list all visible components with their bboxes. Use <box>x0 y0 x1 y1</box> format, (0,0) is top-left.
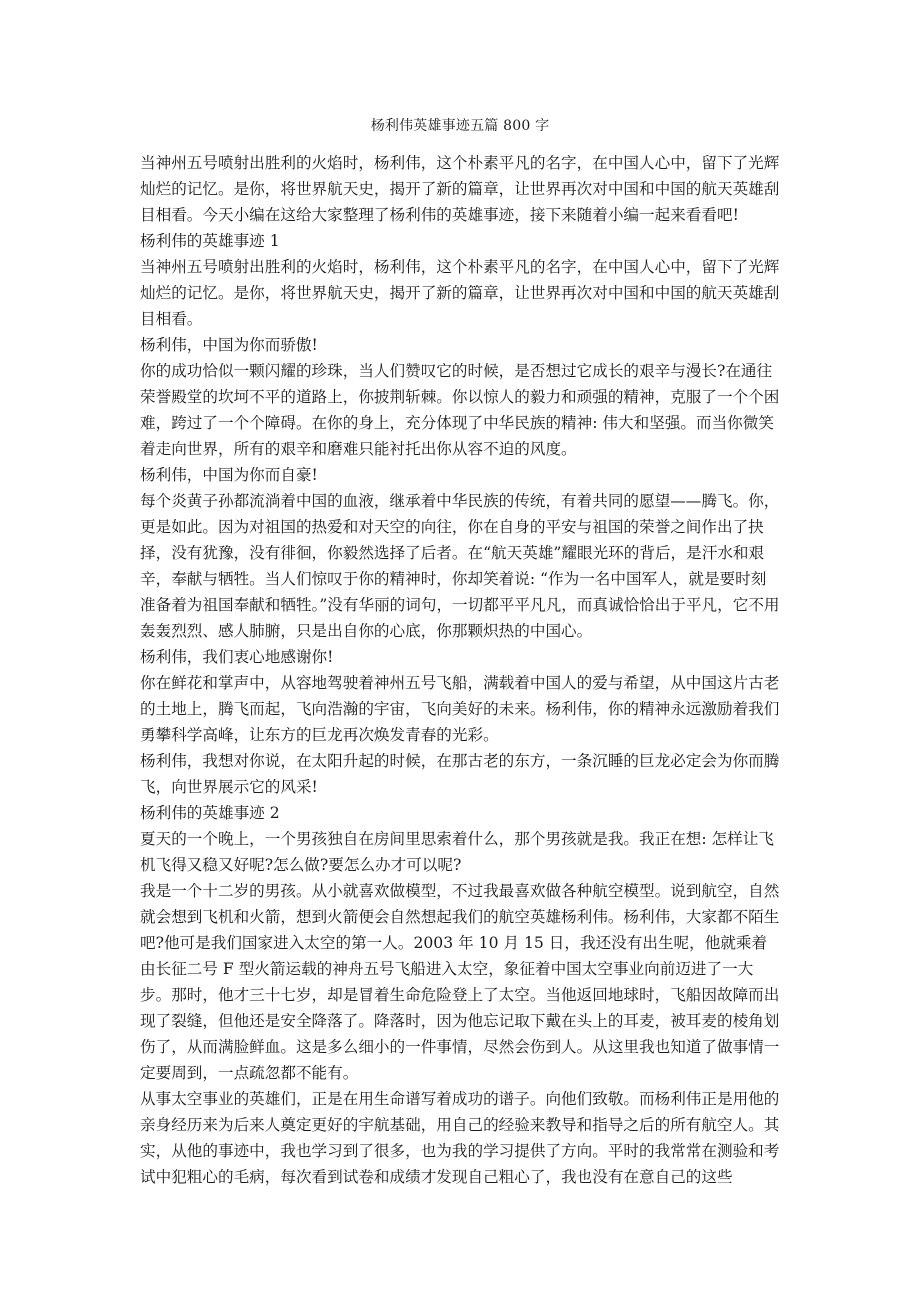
paragraph: 夏天的一个晚上，一个男孩独自在房间里思索着什么，那个男孩就是我。我正在想: 怎样让飞机飞得又稳又好呢?怎么做?要怎么办才可以呢? <box>140 830 774 874</box>
paragraph: 从事太空事业的英雄们，正是在用生命谱写着成功的谱子。向他们致敬。而杨利伟正是用他的亲身经历来为后来人奠定更好的宇航基础，用自己的经验来教导和指导之后的所有航空人。其实，从他的事迹中，我也学习到了很多，也为我的学习提供了方向。平时的我常常在测验和考试中犯粗心的毛病，每次看到试卷和成绩才发现自己粗心了，我也没有在意自己的这些 <box>140 1090 780 1186</box>
document-title: 杨利伟英雄事迹五篇 800 字 <box>370 118 550 134</box>
paragraph-exclamation: 杨利伟，中国为你而骄傲! <box>140 336 318 354</box>
paragraph: 杨利伟，我想对你说，在太阳升起的时候，在那古老的东方，一条沉睡的巨龙必定会为你而腾飞，向世界展示它的风采! <box>140 752 780 796</box>
paragraph: 我是一个十二岁的男孩。从小就喜欢做模型，不过我最喜欢做各种航空模型。说到航空，自然就会想到飞机和火箭，想到火箭便会自然想起我们的航空英雄杨利伟。杨利伟，大家都不陌生吧?他可是我们国家进入太空的第一人。2003 年 10 月 15 日，我还没有出生呢，他就乘着由长征二号 F 型火箭运载的神舟五号飞船进入太空，象征着中国太空事业向前迈进了一大步。那时，他才三十七岁，却是冒着生命危险登上了太空。当他返回地球时，飞船因故障而出现了裂缝，但他还是安全降落了。降落时，因为他忘记取下戴在头上的耳麦，被耳麦的棱角划伤了，从而满脸鲜血。这是多么细小的一件事情，尽然会伤到人。从这里我也知道了做事情一定要周到，一点疏忽都不能有。 <box>140 882 780 1082</box>
paragraph: 当神州五号喷射出胜利的火焰时，杨利伟，这个朴素平凡的名字，在中国人心中，留下了光辉灿烂的记忆。是你，将世界航天史，揭开了新的篇章，让世界再次对中国和中国的航天英雄刮目相看。 <box>140 258 780 328</box>
section-heading-1: 杨利伟的英雄事迹 1 <box>140 232 280 250</box>
paragraph: 你在鲜花和掌声中，从容地驾驶着神州五号飞船，满载着中国人的爱与希望，从中国这片古老的土地上，腾飞而起，飞向浩瀚的宇宙，飞向美好的未来。杨利伟，你的精神永远激励着我们勇攀科学高峰，让东方的巨龙再次焕发青春的光彩。 <box>140 674 780 744</box>
section-heading-2: 杨利伟的英雄事迹 2 <box>140 804 280 822</box>
paragraph: 你的成功恰似一颗闪耀的珍珠，当人们赞叹它的时候，是否想过它成长的艰辛与漫长?在通往荣誉殿堂的坎坷不平的道路上，你披荆斩棘。你以惊人的毅力和顽强的精神，克服了一个个困难，跨过了一个个障碍。在你的身上，充分体现了中华民族的精神: 伟大和坚强。而当你微笑着走向世界，所有的艰辛和磨难只能衬托出你从容不迫的风度。 <box>140 362 780 458</box>
paragraph-exclamation: 杨利伟，中国为你而自豪! <box>140 466 318 484</box>
paragraph: 每个炎黄子孙都流淌着中国的血液，继承着中华民族的传统，有着共同的愿望——腾飞。你，更是如此。因为对祖国的热爱和对天空的向往，你在自身的平安与祖国的荣誉之间作出了抉择，没有犹豫，没有徘徊，你毅然选择了后者。在“航天英雄”耀眼光环的背后，是汗水和艰辛，奉献与牺牲。当人们惊叹于你的精神时，你却笑着说: “作为一名中国军人，就是要时刻准备着为祖国奉献和牺牲。”没有华丽的词句，一切都平平凡凡，而真诚恰恰出于平凡，它不用轰轰烈烈、感人肺腑，只是出自你的心底，你那颗炽热的中国心。 <box>140 492 780 640</box>
paragraph-exclamation: 杨利伟，我们衷心地感谢你! <box>140 648 334 666</box>
paragraph-intro: 当神州五号喷射出胜利的火焰时，杨利伟，这个朴素平凡的名字，在中国人心中，留下了光辉灿烂的记忆。是你，将世界航天史，揭开了新的篇章，让世界再次对中国和中国的航天英雄刮目相看。今天小编在这给大家整理了杨利伟的英雄事迹，接下来随着小编一起来看看吧! <box>140 154 780 224</box>
document-body <box>140 150 780 1190</box>
